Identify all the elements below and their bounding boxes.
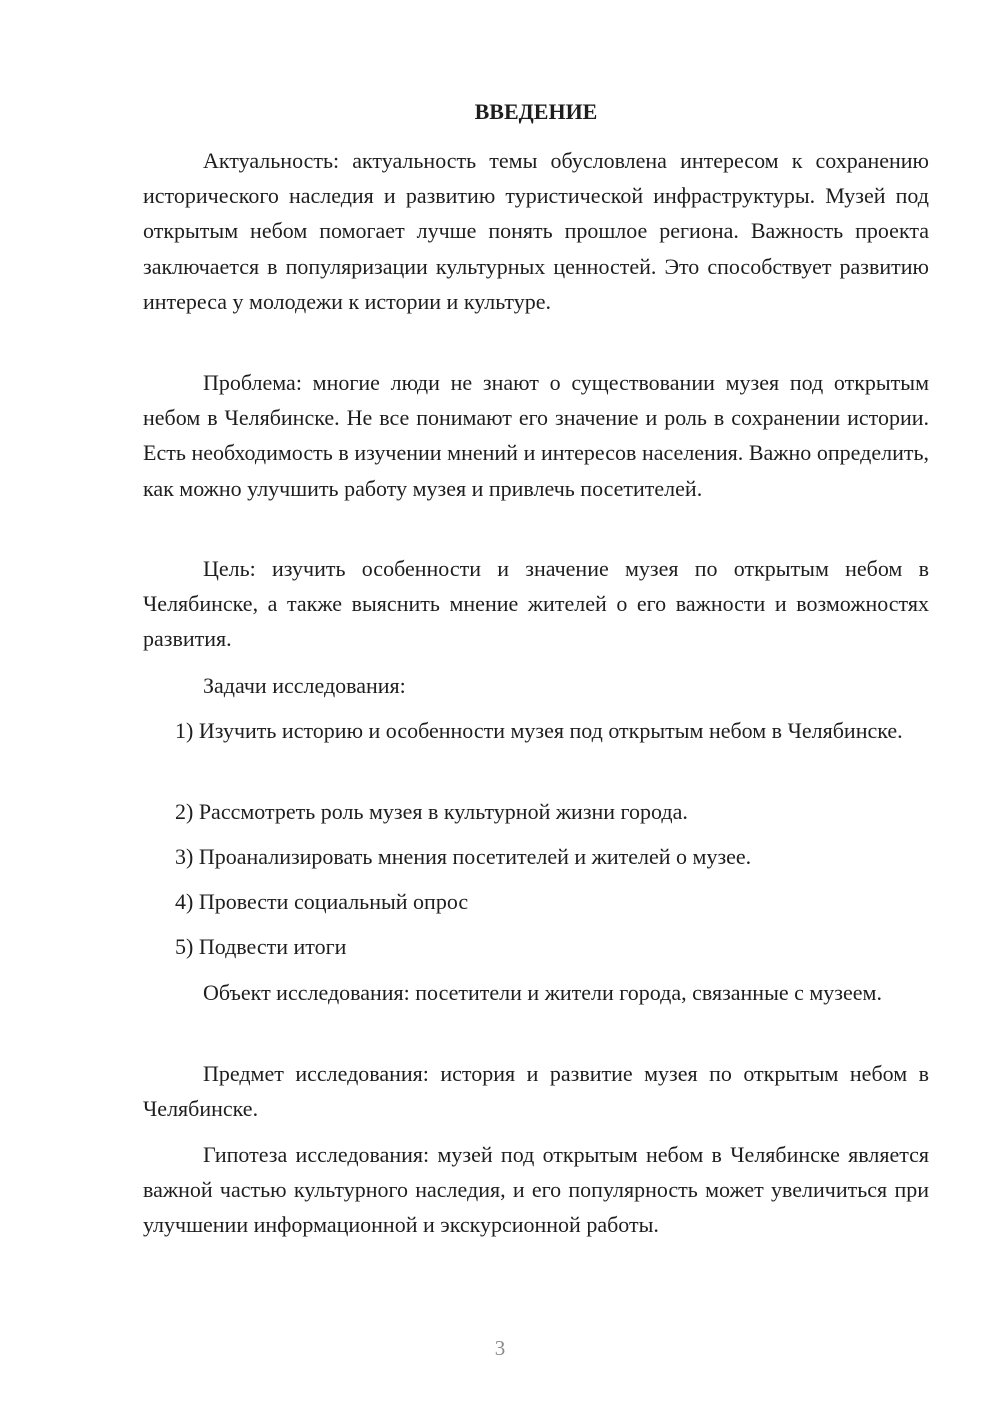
paragraph-goal: Цель: изучить особенности и значение музея по открытым небом в Челябинске, а также выяснить мнение жителей о его важности и возможностях развития. (143, 556, 929, 652)
page-number: 3 (494, 1336, 506, 1360)
list-item: 4) Провести социальный опрос (175, 889, 469, 914)
list-item: 2) Рассмотреть роль музея в культурной жизни города. (175, 799, 688, 824)
paragraph-object: Объект исследования: посетители и жители города, связанные с музеем. (203, 980, 882, 1005)
page-title: ВВЕДЕНИЕ (474, 99, 598, 124)
paragraph-subject: Предмет исследования: история и развитие музея по открытым небом в Челябинске. (143, 1061, 929, 1122)
paragraph-problem: Проблема: многие люди не знают о существовании музея под открытым небом в Челябинске. Не все понимают его значение и роль в сохранении истории. Есть необходимость в изучении мнений и интересов населения. Важно определить, как можно улучшить работу музея и привлечь посетителей. (143, 370, 929, 501)
list-item: 3) Проанализировать мнения посетителей и жителей о музее. (175, 844, 752, 869)
paragraph-relevance: Актуальность: актуальность темы обусловлена интересом к сохранению исторического наследия и развитию туристической инфраструктуры. Музей под открытым небом помогает лучше понять прошлое региона. Важность проекта заключается в популяризации культурных ценностей. Это способствует развитию интереса у молодежи к истории и культуре. (143, 148, 929, 314)
list-item: 1) Изучить историю и особенности музея под открытым небом в Челябинске. (175, 718, 903, 743)
paragraph-hypothesis: Гипотеза исследования: музей под открытым небом в Челябинске является важной частью культурного наследия, и его популярность может увеличиться при улучшении информационной и экскурсионной работы. (143, 1142, 929, 1238)
paragraph-tasks-heading: Задачи исследования: (203, 673, 406, 698)
list-item: 5) Подвести итоги (175, 934, 347, 959)
